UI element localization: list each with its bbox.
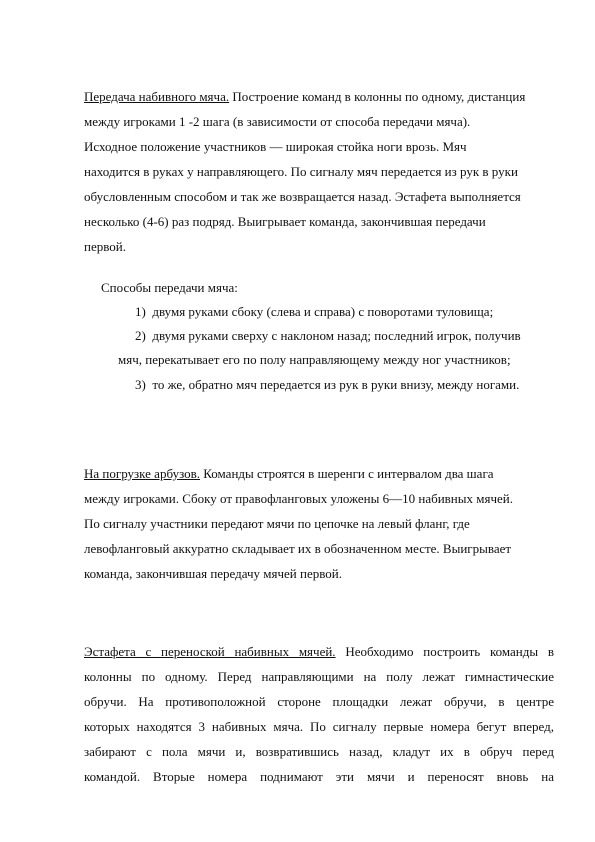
paragraph-first-line — [84, 639, 554, 664]
text-line: команда, закончившая передачу мячей первой. — [84, 566, 343, 581]
section-title: Эстафета с переноской набивных мячей. — [84, 644, 336, 659]
list-item-continuation — [118, 347, 511, 372]
text-line: командой. Вторые номера поднимают эти мячи и переносят вновь на — [84, 769, 554, 784]
list-number: 3) — [135, 377, 146, 392]
text-line: Необходимо построить команды в — [335, 644, 554, 659]
text-line: обручи. На противоположной стороне площадки лежат обручи, в центре — [84, 694, 554, 709]
text-line: забирают с пола мячи и, возвратившись назад, кладут их в обруч перед — [84, 744, 554, 759]
text-line: левофланговый аккуратно складывает их в обозначенном месте. Выигрывает — [84, 541, 512, 556]
paragraph-watermelons — [84, 461, 554, 586]
list-text: двумя руками сбоку (слева и справа) с поворотами туловища; — [152, 304, 494, 319]
text-line: Построение команд в колонны по одному, дистанция — [229, 89, 526, 104]
section-title: На погрузке арбузов. — [84, 466, 201, 481]
text-line: обусловленным способом и так же возвращается назад. Эстафета выполняется — [84, 189, 521, 204]
text-line: Исходное положение участников — широкая стойка ноги врозь. Мяч — [84, 139, 467, 154]
text-line: первой. — [84, 239, 126, 254]
paragraph-first-line — [84, 461, 554, 486]
text-line: По сигналу участники передают мячи по цепочке на левый фланг, где — [84, 516, 470, 531]
text-line: между игроками 1 -2 шага (в зависимости от способа передачи мяча). — [84, 114, 471, 129]
text-line: несколько (4-6) раз подряд. Выигрывает команда, закончившая передачи — [84, 214, 486, 229]
list-item — [135, 299, 493, 324]
paragraph-first-line — [84, 84, 554, 109]
list-item — [135, 323, 521, 348]
list-text: то же, обратно мяч передается из рук в руки внизу, между ногами. — [152, 377, 520, 392]
list-item — [135, 372, 519, 397]
section-title: Передача набивного мяча. — [84, 89, 230, 104]
methods-title: Способы передачи мяча: — [101, 280, 238, 295]
paragraph-ball-passing — [84, 84, 554, 259]
text-line: находится в руках у направляющего. По сигналу мяч передается из рук в руки — [84, 164, 518, 179]
text-line: Команды строятся в шеренги с интервалом два шага — [200, 466, 494, 481]
paragraph-relay — [84, 639, 554, 789]
list-text: двумя руками сверху с наклоном назад; последний игрок, получив — [152, 328, 521, 343]
list-number: 1) — [135, 304, 146, 319]
text-line: между игроками. Сбоку от правофланговых уложены 6—10 набивных мячей. — [84, 491, 513, 506]
list-text: мяч, перекатывает его по полу направляющему между ног участников; — [118, 352, 511, 367]
text-line: которых находятся 3 набивных мяча. По сигналу первые номера бегут вперед, — [84, 719, 554, 734]
text-line: колонны по одному. Перед направляющими на полу лежат гимнастические — [84, 669, 554, 684]
list-number: 2) — [135, 328, 146, 343]
